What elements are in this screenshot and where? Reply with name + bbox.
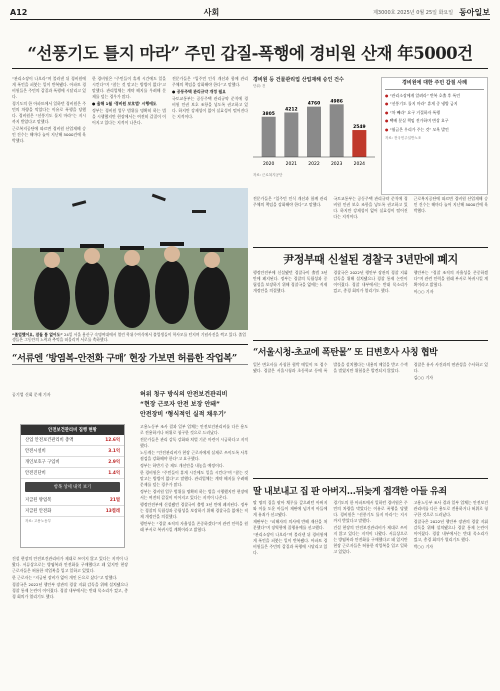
sidebox-item: ● “월급은 우리가 주는 것” 모욕 발언 <box>385 126 449 132</box>
paragraph: 경찰국은 2022년 행안부 장관의 경찰 지휘 감독을 위해 설치됐으나 경찰 통제 논란이 이어졌다. 경찰 내부에서는 반대 목소리가 컸고, 총경 회의가 열리기도 했다. <box>12 582 128 599</box>
cost-panel <box>20 424 125 548</box>
chart-title: 경비원 등 건물관리업 산업재해 승인 건수 <box>253 77 344 83</box>
paragraph: 고용노동부 조사 결과 일부 업체는 안전보건관리비를 다른 용도로 전용하거나 허위로 청구한 것으로 드러났다. <box>140 424 248 435</box>
paragraph: 재판부는 “피해자의 의사에 반해 재산을 처분했다”며 징역형에 집행유예를 선고했다. <box>253 519 328 530</box>
chart-data-label: 4986 <box>330 98 343 104</box>
byline: 김○○ 기자 <box>413 375 433 380</box>
divider <box>253 340 488 341</box>
paragraph: 한 경비원은 “주민들이 휴게 시간에도 일을 시킨다”며 “참는 것 말고는 방법이 없다”고 말했다. 관리업체는 계약 해지를 우려해 문제를 덮는 경우가 많다. <box>92 76 166 99</box>
paragraph: 노동계는 “안전관리비가 현장 근로자에게 실제로 쓰이도록 사후 점검을 강화해야 한다”고 요구했다. <box>140 450 248 461</box>
chart-bar <box>307 106 321 156</box>
chart-bar <box>262 116 276 156</box>
chart-data-label: 4212 <box>285 106 298 112</box>
caption-text: 24일 서울 용산구 숙명여대에서 열린 학위수여식에서 졸업생들이 학사모를 던지며 기념사진을 찍고 있다. 졸업생들은 그동안의 노력과 추억을 떠올리며 서로를 축하했다. <box>12 332 246 342</box>
sidebox-item: ● 택배 분실 책임 전가하며 변상 요구 <box>385 118 449 124</box>
paragraph: 경기도의 한 아파트에서 일하던 경비원은 주민의 차량을 막았다는 이유로 폭행을 당했다. 경비원은 “선풍기도 틀지 마라”는 지시까지 받았다고 말했다. <box>333 500 408 523</box>
safety-body-mid <box>140 424 248 684</box>
byline: 공기업 신회 문제 기자 <box>12 392 51 397</box>
paragraph: 고용노동부 조사 결과 일부 업체는 안전보건관리비를 다른 용도로 전용하거나 허위로 청구한 것으로 드러났다. <box>413 500 488 517</box>
chart-unit: 단위: 건 <box>253 83 266 88</box>
paragraph: “관리소장이 나오라”며 불러낸 뒤 경비원에게 폭언을 퍼붓는 일이 반복됐다. 아파트 경비원들은 주민의 갑질과 폭행에 시달리고 있다. <box>12 76 86 99</box>
panel-source: 자료: 고용노동부 <box>25 519 51 523</box>
lead-column-1 <box>12 76 86 184</box>
sidebox-item: ● “관리소장에게 알려라” 반복 호출 후 폭언 <box>385 92 461 98</box>
paragraph: 건설 현장의 안전보건관리비가 제대로 쓰이지 않고 있다는 지적이 나왔다. 서류상으로는 방염복과 안전화를 구매했다고 돼 있지만 현장 근로자들은 허름한 작업복을 입고 일하고 있었다. <box>12 556 128 573</box>
subhead: ● 올해 1월 ‘경비원 보호법’ 시행에도 <box>92 101 157 106</box>
panel-row: 안전시설비 3.1억 <box>21 446 124 457</box>
panel-row: 안전진단비 1.4억 <box>21 468 124 479</box>
section-name: 사회 <box>203 8 220 17</box>
divider <box>12 344 248 345</box>
paragraph: 행안부는 “경찰 조직의 자율성을 존중하겠다”며 관련 인력을 원래 부서로 복귀시킬 계획이라고 밝혔다. <box>413 270 488 287</box>
lead-column-3 <box>172 76 248 184</box>
paragraph: 일본 변호사를 사칭한 협박 메일이 또 접수됐다. 경찰은 서울시청과 초등학교 등에 폭발물을 설치했다는 내용의 메일을 받고 수색을 벌였지만 위험물은 발견되지 않았다. <box>253 362 408 373</box>
subhead: ● 공동주택 관리규약 개정 필요 <box>172 89 226 94</box>
paragraph: 정부는 경비원 업무 범위를 명확히 하는 법을 시행했지만 현장에서는 여전히 갑질이 이어지고 있다는 지적이 나온다. <box>92 108 166 125</box>
paragraph: 행안부는 “경찰 조직의 자율성을 존중하겠다”며 관련 인력을 원래 부서로 복귀시킬 계획이라고 밝혔다. <box>140 521 248 532</box>
threat-body <box>253 362 488 386</box>
police-body <box>253 270 488 330</box>
sidebox-source: 자료: 전국민주일반노조 <box>385 135 422 140</box>
byline: 박○○ 기자 <box>413 544 433 549</box>
byline: 이○○ 기자 <box>413 289 434 294</box>
sidebox-item: ● “차 빼라” 요구 거절하자 폭행 <box>385 109 440 115</box>
photo-caption <box>12 332 248 342</box>
divider <box>253 247 488 248</box>
chart-data-label: 3805 <box>262 111 275 117</box>
chart-bar <box>352 130 366 157</box>
safety-headline: “서류엔 ‘방염복-안전화 구매’ 현장 가보면 허름한 작업복” <box>12 353 237 364</box>
daughter-body <box>253 500 488 686</box>
safety-subhead-3: 안전장비 ‘형식적인 실적 채우기’ <box>140 411 227 418</box>
sidebox-item: ● “선풍기도 틀지 마라” 휴게 중 냉방 금지 <box>385 101 458 107</box>
paragraph: 경기도의 한 아파트에서 일하던 경비원은 주민의 차량을 막았다는 이유로 폭행을 당했다. 경비원은 “선풍기도 틀지 마라”는 지시까지 받았다고 말했다. <box>12 101 86 124</box>
detail-button: 항목 상세 내역 보기 <box>25 482 120 492</box>
paragraph: 딸 명의 집을 팔아 채무를 갚으려던 아버지와 이를 도운 아들이 재판에 넘겨져 아들에게 유죄가 선고됐다. <box>253 500 328 517</box>
paragraph: 전문가들은 관리 감독 강화와 처벌 기준 마련이 시급하다고 지적했다. <box>140 437 248 448</box>
main-headline: “선풍기도 틀지 마라” 주민 갑질-폭행에 경비원 산재 年5000건 <box>27 44 473 63</box>
paragraph: 국토교통부는 공동주택 관리규약 준칙에 경비원 인권 보호 조항을 넣도록 권고하고 있다. 하지만 강제성이 없어 실효성이 떨어진다는 지적이다. <box>333 196 408 219</box>
paragraph: 행정안전부에 신설됐던 경찰국이 출범 3년 만에 폐지된다. 정부는 경찰의 독립성과 중립성을 보장하기 위해 경찰국을 없애는 직제 개정안을 의결했다. <box>253 270 328 293</box>
paragraph: 전문가들은 “입주민 인식 개선과 함께 관리 주체의 책임을 강화해야 한다”고 말했다. <box>172 76 248 87</box>
threat-headline: “서울시청-초교에 폭탄물” 또 日변호사 사칭 협박 <box>253 348 438 358</box>
divider <box>253 478 488 479</box>
safety-body-left <box>12 556 128 684</box>
police-headline: 尹정부때 신설된 경찰국 3년만에 폐지 <box>283 253 458 266</box>
safety-subhead-1: 허위 청구 방식의 안전보건관리비 <box>140 391 228 398</box>
issue-info: 제3000호 2025년 0월 25일 화요일 <box>373 10 454 16</box>
divider <box>12 68 488 69</box>
graduation-photo <box>12 188 248 330</box>
page-header <box>10 6 490 20</box>
panel-row: 지급된 안전화 13켤레 <box>21 506 124 517</box>
chart-source: 자료: 근로복지공단 <box>253 172 283 177</box>
paragraph: 경찰국은 2022년 행안부 장관의 경찰 지휘 감독을 위해 설치됐으나 경찰 통제 논란이 이어졌다. 경찰 내부에서는 반대 목소리가 컸고, 총경 회의가 열리기도 했다. <box>413 519 488 542</box>
paragraph: 정부는 경비원 업무 범위를 명확히 하는 법을 시행했지만 현장에서는 여전히 갑질이 이어지고 있다는 지적이 나온다. <box>140 489 248 500</box>
paragraph: “관리소장이 나오라”며 불러낸 뒤 경비원에게 폭언을 퍼붓는 일이 반복됐다. 아파트 경비원들은 주민의 갑질과 폭행에 시달리고 있다. <box>253 532 328 555</box>
paragraph: 근로복지공단에 따르면 경비원 산업재해 승인 건수는 해마다 늘어 지난해 5000건에 육박했다. <box>413 196 488 213</box>
lead-column-2 <box>92 76 166 184</box>
chart-tick-label: 2021 <box>285 161 298 167</box>
paragraph: 전문가들은 “입주민 인식 개선과 함께 관리 주체의 책임을 강화해야 한다”고 말했다. <box>253 196 328 207</box>
chart-bar <box>284 112 298 157</box>
cases-sidebox <box>381 77 488 195</box>
panel-row: 산업 안전보건관리비 총액 12.6억 <box>21 435 124 446</box>
panel-row: 지급된 방염복 21벌 <box>21 495 124 506</box>
paragraph: 한 경비원은 “주민들이 휴게 시간에도 일을 시킨다”며 “참는 것 말고는 방법이 없다”고 말했다. 관리업체는 계약 해지를 우려해 문제를 덮는 경우가 많다. <box>140 470 248 487</box>
paragraph: 국토교통부는 공동주택 관리규약 준칙에 경비원 인권 보호 조항을 넣도록 권고하고 있다. 하지만 강제성이 없어 실효성이 떨어진다는 지적이다. <box>172 96 248 119</box>
daughter-headline: 딸 내보내고 집 판 아버지…뒤늦게 접객한 아들 유죄 <box>253 487 447 497</box>
paragraph: 경찰국은 2022년 행안부 장관의 경찰 지휘 감독을 위해 설치됐으나 경찰 통제 논란이 이어졌다. 경찰 내부에서는 반대 목소리가 컸고, 총경 회의가 열리기도 했다. <box>333 270 408 293</box>
sidebox-title: 경비원에 대한 주민 갑질 사례 <box>385 81 484 90</box>
chart-tick-label: 2020 <box>262 161 275 167</box>
injury-chart <box>253 77 375 189</box>
paragraph: 경찰은 유사 사건과의 연관성을 수사하고 있다. <box>413 362 488 373</box>
caption-lead: “졸업했어요, 잠들 틈 없어도” <box>12 332 63 337</box>
paragraph: 건설 현장의 안전보건관리비가 제대로 쓰이지 않고 있다는 지적이 나왔다. 서류상으로는 방염복과 안전화를 구매했다고 돼 있지만 현장 근로자들은 허름한 작업복을 입고 일하고 있었다. <box>333 525 408 554</box>
divider <box>12 364 248 365</box>
panel-row: 개인보호구 구입비 2.9억 <box>21 457 124 468</box>
panel-title: 안전보건관리비 집행 현황 <box>21 425 124 435</box>
chart-data-label: 4760 <box>307 101 321 107</box>
paragraph: 근로복지공단에 따르면 경비원 산업재해 승인 건수는 해마다 늘어 지난해 5000건에 육박했다. <box>12 126 86 143</box>
paragraph: 한 근로자는 “지급된 장비가 없어 개인 돈으로 샀다”고 말했다. <box>12 575 118 580</box>
safety-subhead-2: “현장 근로자 안전 보장 안돼” <box>140 401 220 408</box>
chart-data-label: 2549 <box>353 124 366 130</box>
chart-tick-label: 2023 <box>330 161 343 167</box>
page-number: A12 <box>10 8 28 17</box>
chart-bar <box>330 104 344 157</box>
lead-continued <box>253 196 488 244</box>
chart-tick-label: 2024 <box>353 161 366 167</box>
paragraph: 행정안전부에 신설됐던 경찰국이 출범 3년 만에 폐지된다. 정부는 경찰의 독립성과 중립성을 보장하기 위해 경찰국을 없애는 직제 개정안을 의결했다. <box>140 502 248 519</box>
chart-tick-label: 2022 <box>308 161 320 167</box>
paragraph: 정부는 하반기 중 제도 개선안을 내놓을 예정이다. <box>140 463 224 468</box>
newspaper-logo: 동아일보 <box>459 7 490 17</box>
chart-plot <box>253 89 375 169</box>
graduation-illustration <box>12 188 248 330</box>
